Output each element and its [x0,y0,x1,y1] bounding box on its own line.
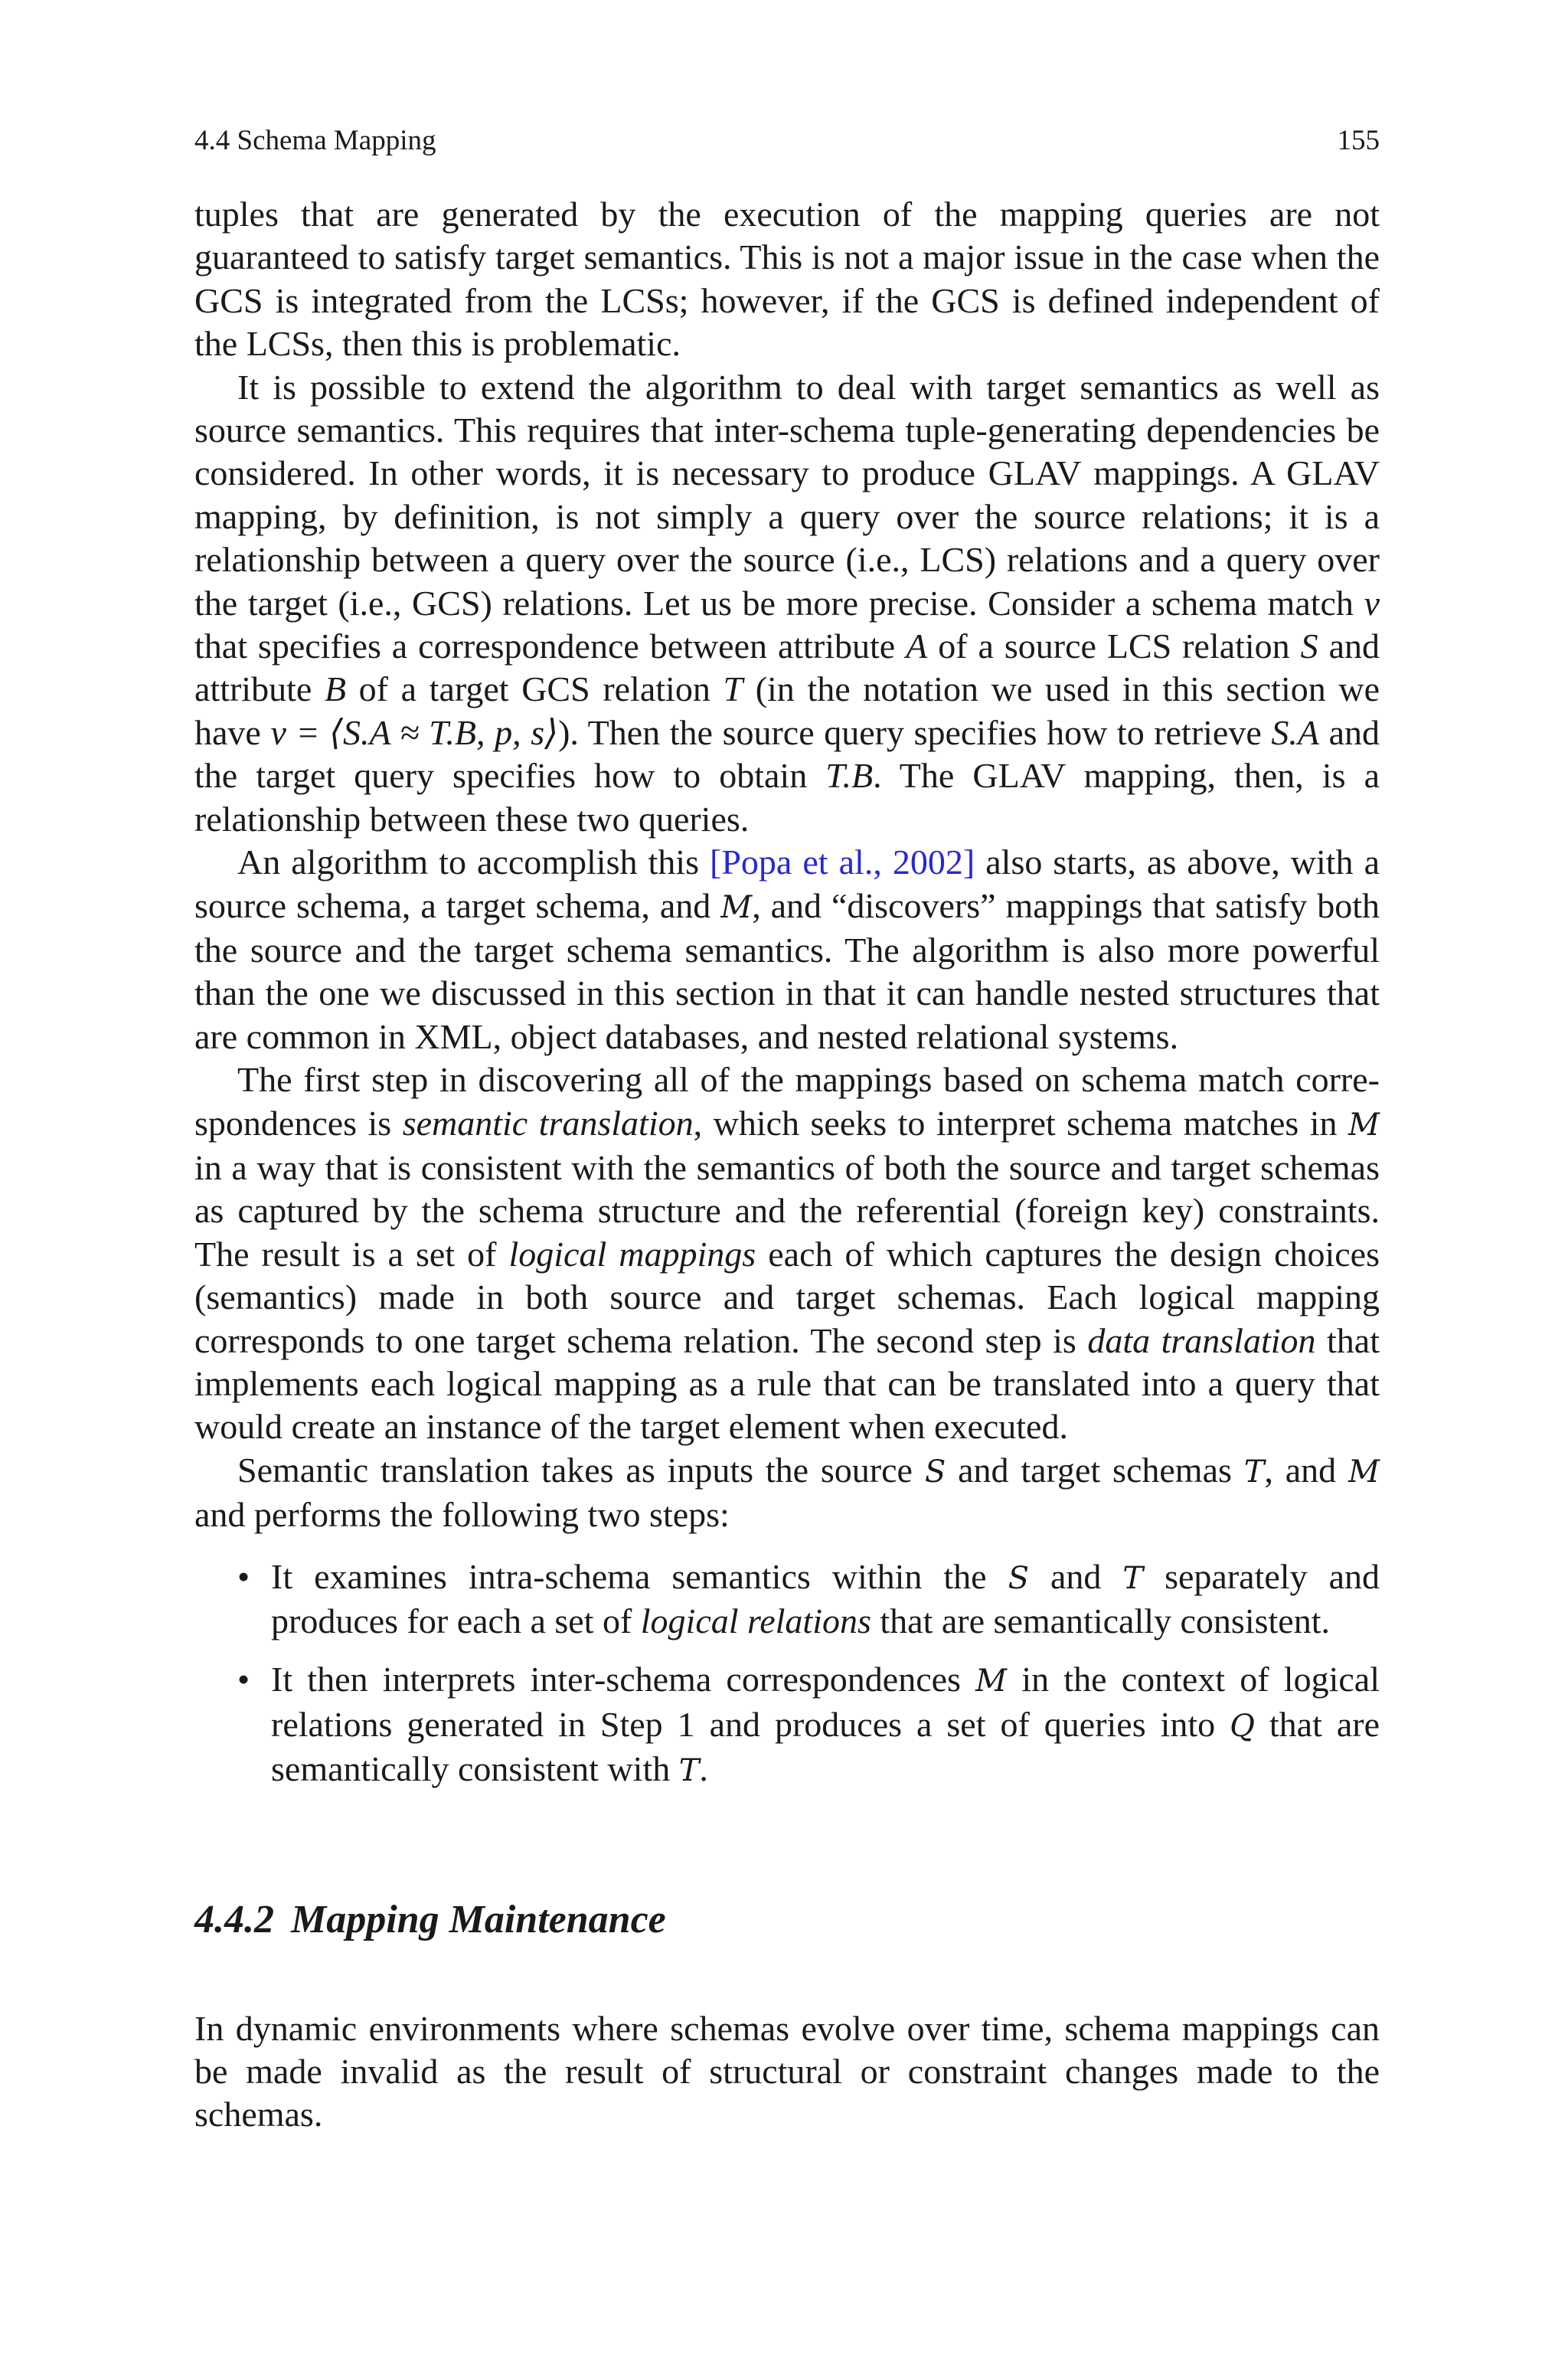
symbol-M: M [1348,1454,1380,1490]
symbol-S: S [924,1454,946,1490]
section-heading [194,1897,1380,1943]
page-number: 155 [1337,125,1380,156]
var-S: S [1300,626,1318,666]
bullet-icon: • [237,1556,250,1596]
symbol-T: T [678,1753,700,1789]
symbol-T: T [1122,1560,1144,1596]
paragraph-5: Semantic translation takes as inputs the source S and target schemas T, and M and performs the following two steps: [194,1450,1380,1535]
var-A: A [906,626,928,666]
match-formula: v = ⟨S.A ≈ T.B, p, s⟩ [270,712,559,752]
symbol-M: M [975,1663,1008,1699]
var-SA: S.A [1271,712,1319,752]
symbol-M: M [1348,1107,1380,1143]
term-semantic-translation: semantic translation [402,1103,694,1143]
section-title: Mapping Maintenance [291,1897,666,1941]
var-T: T [723,669,743,709]
symbol-T: T [1243,1454,1265,1490]
paragraph-1: tuples that are generated by the execution of the mapping queries are not guaranteed to satisfy target semantics. This is not a major issue in the case when the GCS is integrated from the LCSs; however, if the GCS is defined independent of the LCSs, then this is problematic. [194,195,1380,364]
symbol-M: M [720,889,753,925]
bullet-icon: • [237,1660,250,1699]
citation-link[interactable]: [Popa et al., 2002] [710,842,975,882]
term-logical-relations: logical relations [640,1601,871,1640]
paragraph-3: An algorithm to accomplish this [Popa et al., 2002] also starts, as above, with a source schema, a target schema, and M, and “discovers” mappings that satisfy both the source and the target schema semantics. The algorithm is also more powerful than the one we discussed in this section in that it can handle nested structures that are common in XML, object databases, and nested relational systems. [194,842,1380,1056]
list-item: • It examines intra-schema semantics within the S and T separately and produces for each a set of logical relations that are semantically consistent. [237,1556,1380,1640]
var-v: v [1364,583,1380,623]
steps-list [194,1555,1380,1793]
list-item: • It then interprets inter-schema correspondences M in the context of logical relations generated in Step 1 and produces a set of queries into Q that are semantically consistent with T. [237,1660,1380,1789]
paragraph-final: In dynamic environments where schemas evolve over time, schema mappings can be made invalid as the result of structural or constraint changes made to the schemas. [194,2008,1380,2134]
running-header [194,124,1380,157]
var-B: B [324,669,347,709]
var-TB: T.B [825,756,874,796]
symbol-S: S [1008,1560,1029,1596]
symbol-Q: Q [1230,1708,1255,1744]
paragraph-2: It is possible to extend the algorithm to deal with target semantics as well as source semantics. This requires that inter-schema tuple-generating dependencies be considered. In other words, it is necessary to produce GLAV mappings. A GLAV mapping, by definition, is not simply a query over the source relations; it is a relationship between a query over the source (i.e., LCS) relations and a query over the target (i.e., GCS) relations. Let us be more precise. Consider a schema match v that specifies a correspondence between attribute A of a source LCS relation S and attribute B of a target GCS relation T (in the notation we used in this section we have v = ⟨S.A ≈ T.B, p, s⟩). Then the source query specifies how to retrieve S.A and the target query specifies how to obtain T.B. The GLAV mapping, then, is a relationship between these two queries. [194,367,1380,839]
running-header-section: 4.4 Schema Mapping [194,125,436,156]
term-data-translation: data translation [1087,1320,1316,1360]
paragraph-4: The first step in discovering all of the mappings based on schema match correspondences is semantic translation, which seeks to interpret schema matches in M in a way that is consistent with the semantics of both the source and target schemas as captured by the schema structure and the referential (foreign key) constraints. The result is a set of logical mappings each of which captures the design choices (semantics) made in both source and target schemas. Each logical mapping corresponds to one target schema relation. The second step is data translation that implements each logical mapping as a rule that can be translated into a query that would create an instance of the target element when executed. [194,1060,1380,1447]
section-number: 4.4.2 [194,1897,274,1941]
term-logical-mappings: logical mappings [508,1234,756,1274]
page-body [194,193,1380,2137]
